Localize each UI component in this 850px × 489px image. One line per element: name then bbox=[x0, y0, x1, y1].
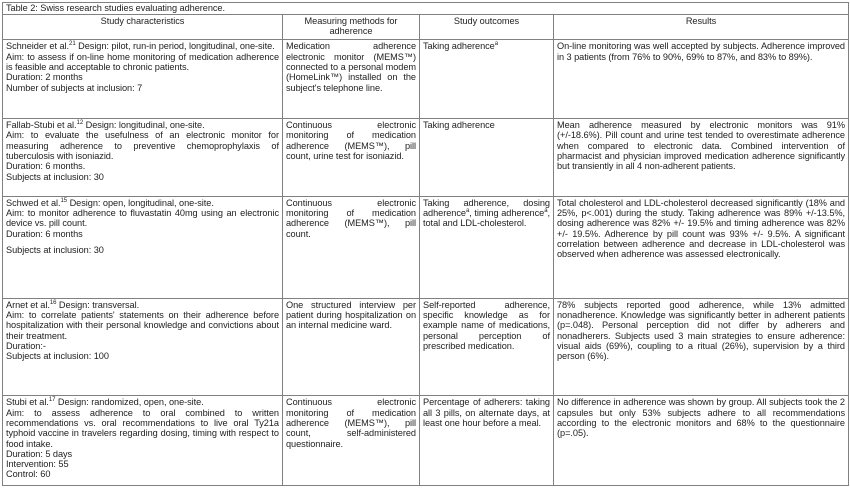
reference-number: 17 bbox=[48, 397, 56, 404]
result-cell: Mean adherence measured by electronic monitors was 91% (+/-18.6%). Pill count and urine test tended to overestimate adherence when compared to electronic data. Combined intervention of pharmacist and physician improved medication adherence significantly but transiently in all 4 non-adherent patients. bbox=[554, 119, 849, 197]
intervention: Intervention: 55 bbox=[6, 459, 69, 470]
aim: Aim: to correlate patients' statements on their adherence before hospitalization with their personal knowledge and convictions about their treatment. bbox=[6, 309, 279, 341]
duration: Duration: 2 months bbox=[6, 72, 83, 83]
header-study-characteristics: Study characteristics bbox=[3, 15, 283, 40]
table-row bbox=[3, 396, 849, 486]
aim: Aim: to monitor adherence to fluvastatin 40mg using an electronic device vs. pill count. bbox=[6, 207, 279, 229]
design: Design: open, longitudinal, one-site. bbox=[67, 197, 214, 208]
study-outcome-cell: Self-reported adherence, specific knowledge as for example name of medications, personal perception of prescribed medication. bbox=[420, 298, 554, 396]
table-row bbox=[3, 119, 849, 197]
measuring-method-cell: Medication adherence electronic monitor (MEMS™) connected to a personal modem (HomeLink™) installed on the subject's telephone line. bbox=[283, 40, 420, 119]
outcome-text: , timing adherence bbox=[469, 207, 545, 218]
header-study-outcomes: Study outcomes bbox=[420, 15, 554, 40]
result-cell: On-line monitoring was well accepted by subjects. Adherence improved in 3 patients (from 76% to 90%, 69% to 87%, and 83% to 89%). bbox=[554, 40, 849, 119]
design: Design: transversal. bbox=[56, 299, 140, 310]
aim: Aim: to assess adherence to oral combined to written recommendations vs. oral recommendations to live oral Ty21a typhoid vaccine in travelers regarding dosing, timing with respect to food intake. bbox=[6, 407, 279, 449]
table-row bbox=[3, 196, 849, 298]
study-characteristics-cell bbox=[3, 196, 283, 298]
study-outcome-cell: Taking adherence bbox=[420, 119, 554, 197]
study-characteristics-cell bbox=[3, 298, 283, 396]
design-line bbox=[6, 41, 279, 51]
header-row bbox=[3, 15, 849, 40]
author: Schwed et al. bbox=[6, 197, 61, 208]
measuring-method-cell: One structured interview per patient during hospitalization on an internal medicine ward. bbox=[283, 298, 420, 396]
author: Schneider et al. bbox=[6, 41, 70, 52]
subjects: Number of subjects at inclusion: 7 bbox=[6, 82, 143, 93]
design-line bbox=[6, 397, 279, 407]
aim: Aim: to evaluate the usefulness of an electronic monitor for measuring adherence to preventive chemoprophylaxis of tuberculosis with isoniazid. bbox=[6, 130, 279, 161]
reference-number: 12 bbox=[76, 120, 84, 127]
subjects: Subjects at inclusion: 30 bbox=[6, 171, 104, 182]
author: Fallab-Stubi et al. bbox=[6, 120, 77, 131]
footnote-marker: a bbox=[494, 41, 499, 48]
design-line bbox=[6, 300, 279, 310]
table-row bbox=[3, 298, 849, 396]
document-page bbox=[2, 2, 848, 486]
reference-number: 15 bbox=[60, 197, 68, 204]
outcome-text: Taking adherence bbox=[423, 41, 495, 52]
measuring-method-cell: Continuous electronic monitoring of medication adherence (MEMS™), pill count, urine test for isoniazid. bbox=[283, 119, 420, 197]
adherence-studies-table bbox=[2, 2, 849, 486]
study-characteristics-cell bbox=[3, 119, 283, 197]
aim: Aim: to assess if on-line home monitoring of medication adherence is feasible and acceptable to chronic patients. bbox=[6, 51, 279, 73]
study-outcome-cell bbox=[420, 40, 554, 119]
author: Arnet et al. bbox=[6, 299, 50, 310]
study-characteristics-cell bbox=[3, 396, 283, 486]
design: Design: pilot, run-in period, longitudinal, one-site. bbox=[75, 41, 275, 52]
design: Design: randomized, open, one-site. bbox=[55, 397, 204, 408]
result-cell: Total cholesterol and LDL-cholesterol decreased significantly (18% and 25%, p<.001) during the study. Taking adherence was 89% +/-13.5%, dosing adherence was 82% +/- 19.5% and timing adherence was 82% +/- 19.5%. Adherence by pill count was 93% +/- 9.5%. A significant correlation between adherence and decrease in LDL-cholesterol was observed when adherence was assessed electronically. bbox=[554, 196, 849, 298]
footnote-marker: a bbox=[544, 207, 548, 214]
subjects: Subjects at inclusion: 30 bbox=[6, 244, 104, 255]
study-outcome-cell: Percentage of adherers: taking all 3 pills, on alternate days, at least one hour before a meal. bbox=[420, 396, 554, 486]
study-outcome-cell bbox=[420, 196, 554, 298]
outcome-text: , total and LDL-cholesterol. bbox=[423, 207, 550, 229]
reference-number: 16 bbox=[49, 299, 57, 306]
table-caption: Table 2: Swiss research studies evaluating adherence. bbox=[3, 3, 849, 15]
table-row bbox=[3, 40, 849, 119]
header-results: Results bbox=[554, 15, 849, 40]
outcome-text: Taking adherence, dosing adherence bbox=[423, 197, 550, 218]
footnote-marker: a bbox=[465, 207, 470, 214]
duration: Duration: 6 months bbox=[6, 228, 83, 239]
reference-number: 21 bbox=[69, 41, 76, 48]
control: Control: 60 bbox=[6, 469, 51, 480]
result-cell: 78% subjects reported good adherence, while 13% admitted nonadherence. Knowledge was significantly better in adherent patients (p=.048). Personal perception did not differ by adherers and nonadherers. Subjects used 3 main strategies to ensure adherence: visual aids (69%), coupling to a ritual (26%), supervision by a third person (6%). bbox=[554, 298, 849, 396]
measuring-method-cell: Continuous electronic monitoring of medication adherence (MEMS™), pill count, self-administered questionnaire. bbox=[283, 396, 420, 486]
duration: Duration: 6 months. bbox=[6, 161, 86, 172]
measuring-method-cell: Continuous electronic monitoring of medication adherence (MEMS™), pill count. bbox=[283, 196, 420, 298]
design-line bbox=[6, 120, 279, 130]
author: Stubi et al. bbox=[6, 397, 49, 408]
study-characteristics-cell bbox=[3, 40, 283, 119]
duration: Duration: 5 days bbox=[6, 448, 73, 459]
header-measuring-methods: Measuring methods for adherence bbox=[283, 15, 420, 40]
design: Design: longitudinal, one-site. bbox=[83, 120, 205, 131]
duration: Duration:- bbox=[6, 340, 46, 351]
design-line bbox=[6, 198, 279, 208]
result-cell: No difference in adherence was shown by group. All subjects took the 2 capsules but only 53% subjects adhere to all recommendations according to the electronic monitors and 68% to the questionnaire (p=.05). bbox=[554, 396, 849, 486]
subjects: Subjects at inclusion: 100 bbox=[6, 351, 109, 362]
